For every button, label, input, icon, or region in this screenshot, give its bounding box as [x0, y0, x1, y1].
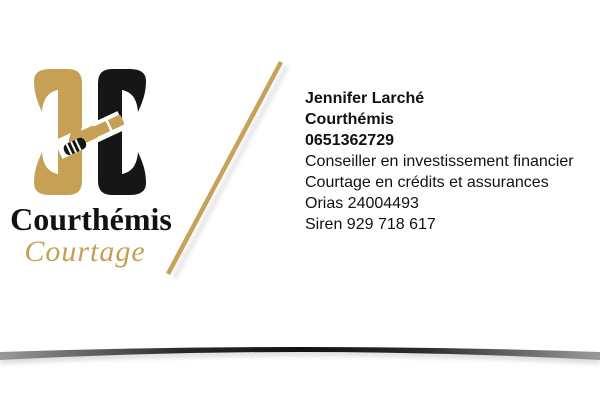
contact-phone: 0651362729	[305, 132, 394, 149]
contact-name: Jennifer Larché	[305, 90, 425, 107]
bottom-swoosh	[0, 339, 600, 373]
monogram-cc-icon	[30, 66, 150, 198]
brand-name: Courthémis	[10, 201, 172, 237]
contact-siren: Siren 929 718 617	[305, 216, 436, 233]
contact-orias: Orias 24004493	[305, 195, 419, 212]
brand-tagline: Courtage	[24, 235, 146, 268]
contact-role-line-1: Conseiller en investissement financier	[305, 153, 574, 170]
contact-role-line-2: Courtage en crédits et assurances	[305, 174, 549, 191]
contact-company: Courthémis	[305, 111, 394, 128]
contact-block	[305, 88, 585, 235]
diagonal-divider	[155, 50, 295, 290]
